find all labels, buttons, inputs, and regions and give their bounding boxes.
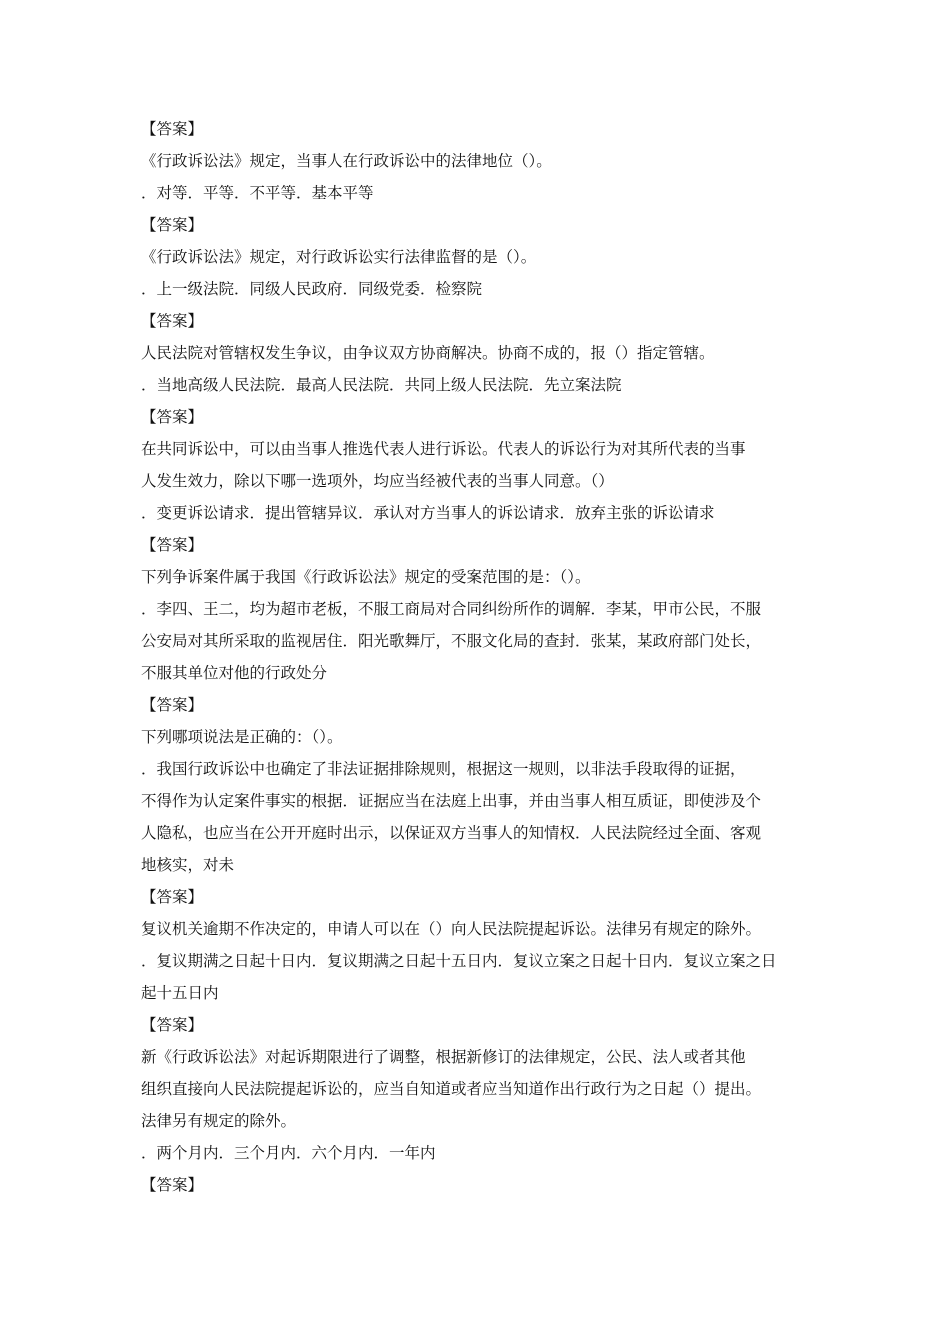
options-text: 公安局对其所采取的监视居住．阳光歌舞厅，不服文化局的查封．张某，某政府部门处长， [141,632,762,650]
options-text: ．两个月内．三个月内．六个月内．一年内 [141,1144,436,1162]
answer-label: 【答案】 [141,120,204,138]
answer-label: 【答案】 [141,216,204,234]
question-text: 组织直接向人民法院提起诉讼的，应当自知道或者应当知道作出行政行为之日起（）提出。 [141,1080,762,1098]
question-text: 复议机关逾期不作决定的，申请人可以在（）向人民法院提起诉讼。法律另有规定的除外。 [141,920,762,938]
answer-label: 【答案】 [141,536,204,554]
answer-label: 【答案】 [141,696,204,714]
answer-label: 【答案】 [141,888,204,906]
options-text: ．李四、王二，均为超市老板，不服工商局对合同纠纷所作的调解．李某，甲市公民，不服 [141,600,762,618]
answer-label: 【答案】 [141,312,204,330]
question-text: 法律另有规定的除外。 [141,1112,297,1130]
options-text: ．对等．平等．不平等．基本平等 [141,184,374,202]
options-text: ．变更诉讼请求．提出管辖异议．承认对方当事人的诉讼请求．放弃主张的诉讼请求 [141,504,715,522]
options-text: 不得作为认定案件事实的根据．证据应当在法庭上出事，并由当事人相互质证，即使涉及个 [141,792,762,810]
options-text: 地核实，对未 [141,856,235,874]
options-text: 不服其单位对他的行政处分 [141,664,328,682]
options-text: 起十五日内 [141,984,219,1002]
options-text: ．复议期满之日起十日内．复议期满之日起十五日内．复议立案之日起十日内．复议立案之日 [141,952,777,970]
document-body [141,113,817,1201]
question-text: 下列哪项说法是正确的：（）。 [141,728,343,746]
options-text: ．当地高级人民法院．最高人民法院．共同上级人民法院．先立案法院 [141,376,622,394]
question-text: 下列争诉案件属于我国《行政诉讼法》规定的受案范围的是：（）。 [141,568,591,586]
options-text: ．上一级法院．同级人民政府．同级党委．检察院 [141,280,483,298]
answer-label: 【答案】 [141,1176,204,1194]
question-text: 《行政诉讼法》规定，对行政诉讼实行法律监督的是（）。 [141,248,537,266]
question-text: 《行政诉讼法》规定，当事人在行政诉讼中的法律地位（）。 [141,152,552,170]
question-text: 人民法院对管辖权发生争议，由争议双方协商解决。协商不成的，报（）指定管辖。 [141,344,715,362]
question-text: 人发生效力，除以下哪一选项外，均应当经被代表的当事人同意。（） [141,472,614,490]
options-text: 人隐私，也应当在公开开庭时出示，以保证双方当事人的知情权．人民法院经过全面、客观 [141,824,762,842]
options-text: ．我国行政诉讼中也确定了非法证据排除规则，根据这一规则，以非法手段取得的证据， [141,760,746,778]
answer-label: 【答案】 [141,1016,204,1034]
question-text: 在共同诉讼中，可以由当事人推选代表人进行诉讼。代表人的诉讼行为对其所代表的当事 [141,440,746,458]
answer-label: 【答案】 [141,408,204,426]
question-text: 新《行政诉讼法》对起诉期限进行了调整，根据新修订的法律规定，公民、法人或者其他 [141,1048,746,1066]
